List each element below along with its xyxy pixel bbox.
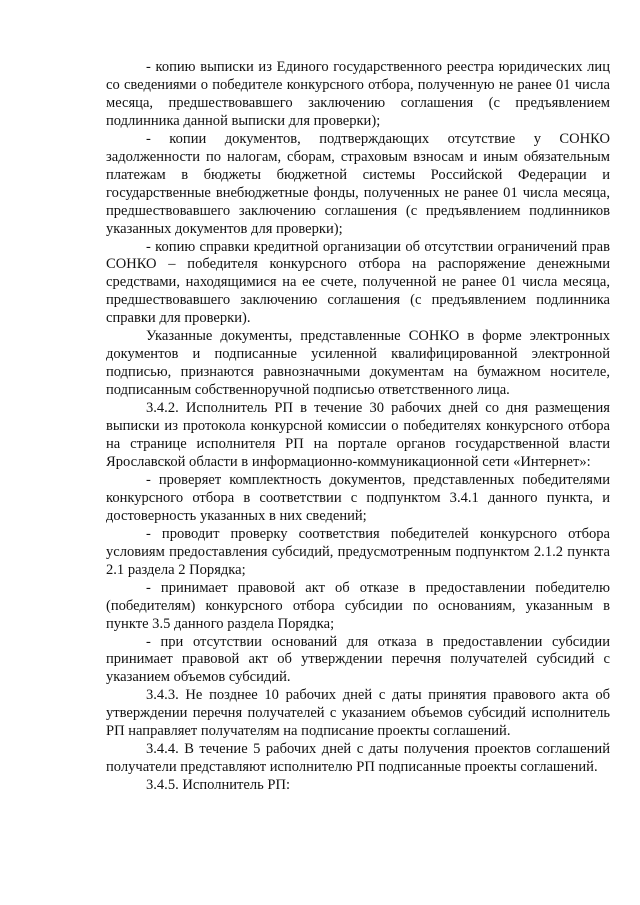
paragraph-electronic-documents: Указанные документы, представленные СОНКО в форме электронных документов и подписанные усиленной квалифицированной электронной подписью, признаются равнозначными документам на бумажном носителе, подписанным собственноручной подписью ответственного лица. (106, 328, 610, 399)
paragraph-3-4-3: 3.4.3. Не позднее 10 рабочих дней с даты принятия правового акта об утверждении перечня получателей с указанием объемов субсидий исполнитель РП направляет получателям на подписание проекты соглашений. (106, 687, 610, 740)
paragraph-refusal-act: - принимает правовой акт об отказе в предоставлении победителю (победителям) конкурсного отбора субсидии по основаниям, указанным в пункте 3.5 данного раздела Порядка; (106, 579, 610, 632)
paragraph-egrul-extract: - копию выписки из Единого государственного реестра юридических лиц со сведениями о победителе конкурсного отбора, полученную не ранее 01 числа месяца, предшествовавшего заключению соглашения (с предъявлением подлинника данной выписки для проверки); (106, 59, 610, 129)
paragraph-3-4-4: 3.4.4. В течение 5 рабочих дней с даты получения проектов соглашений получатели представляют исполнителю РП подписанные проекты соглашений. (106, 741, 610, 776)
paragraph-3-4-5: 3.4.5. Исполнитель РП: (146, 777, 291, 794)
paragraph-check-conditions: - проводит проверку соответствия победителей конкурсного отбора условиям предоставления субсидий, предусмотренным подпунктом 2.1.2 пункта 2.1 раздела 2 Порядка; (106, 525, 610, 578)
paragraph-approval-act: - при отсутствии оснований для отказа в предоставлении субсидии принимает правовой акт об утверждении перечня получателей субсидий с указанием объемов субсидий. (106, 633, 610, 686)
paragraph-check-completeness: - проверяет комплектность документов, представленных победителями конкурсного отбора в соответствии с подпунктом 3.4.1 данного пункта, и достоверность указанных в них сведений; (106, 471, 610, 524)
paragraph-bank-certificate: - копию справки кредитной организации об отсутствии ограничений прав СОНКО – победителя конкурсного отбора на распоряжение денежными средствами, находящимися на ее счете, полученной не ранее 01 числа месяца, предшествовавшего заключению соглашения (с предъявлением подлинника справки для проверки). (106, 238, 610, 327)
paragraph-3-4-2: 3.4.2. Исполнитель РП в течение 30 рабочих дней со дня размещения выписки из протокола конкурсной комиссии о победителях конкурсного отбора на странице исполнителя РП на портале органов государственной власти Ярославской области в информационно-коммуникационной сети «Интернет»: (106, 400, 610, 470)
paragraph-tax-debt-documents: - копии документов, подтверждающих отсутствие у СОНКО задолженности по налогам, сборам, страховым взносам и иным обязательным платежам в бюджеты бюджетной системы Российской Федерации и государственные внебюджетные фонды, полученных не ранее 01 числа месяца, предшествовавшего заключению соглашения (с предъявлением подлинников указанных документов для проверки); (106, 130, 610, 237)
